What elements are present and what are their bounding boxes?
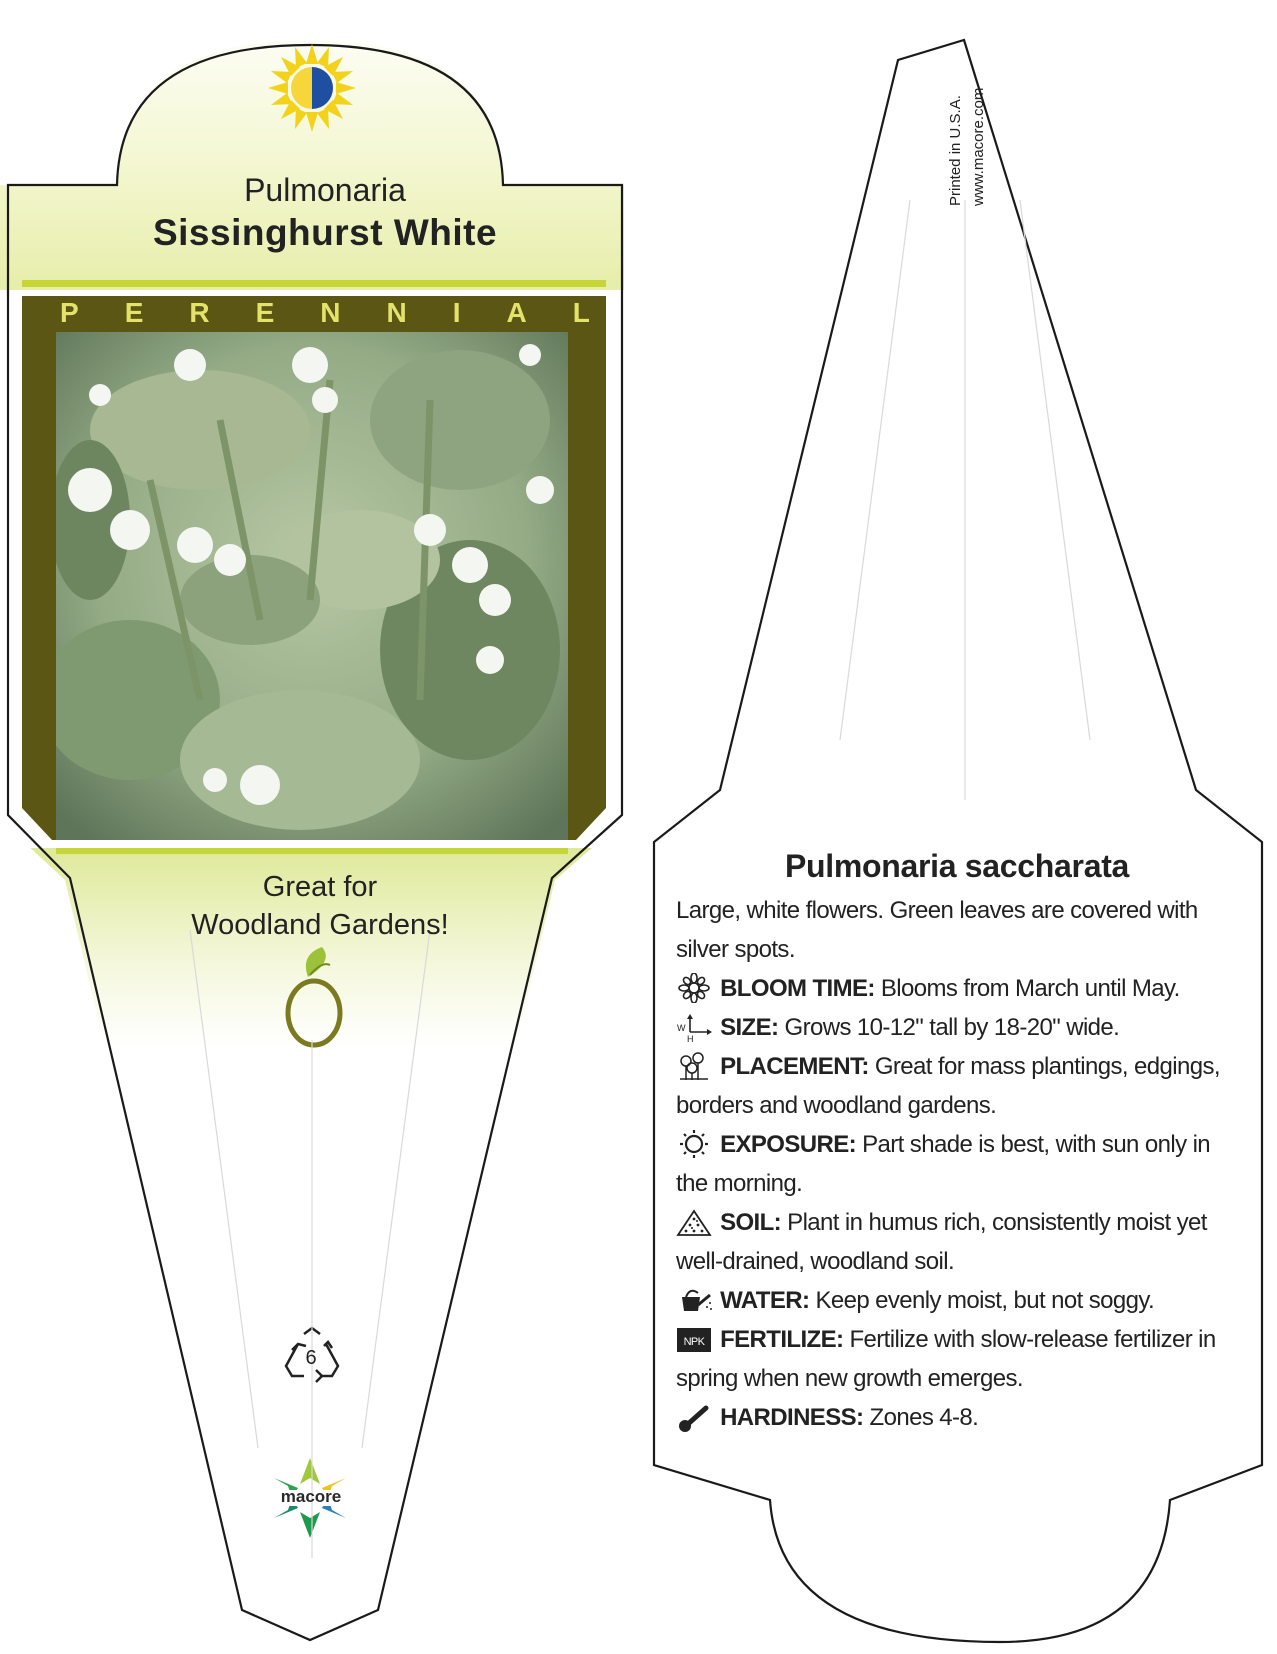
care-label: PLACEMENT: — [720, 1053, 869, 1080]
care-item-size — [676, 1008, 1238, 1047]
care-label: SIZE: — [720, 1014, 779, 1041]
printed-in-label: Printed in U.S.A. — [947, 95, 964, 206]
tagline-line2: Woodland Gardens! — [191, 909, 449, 941]
care-label: FERTILIZE: — [720, 1326, 844, 1353]
care-item-soil — [676, 1203, 1238, 1281]
care-text: Part shade is best, with sun only in the morning. — [676, 1131, 1211, 1197]
category-letter: N — [320, 297, 341, 328]
variety-name: Sissinghurst White — [152, 212, 498, 253]
care-text: Keep evenly moist, but not soggy. — [815, 1287, 1155, 1314]
care-label: BLOOM TIME: — [720, 975, 875, 1002]
care-item-fertilize — [676, 1320, 1238, 1398]
category-letter: E — [255, 297, 275, 328]
size-icon-w: W — [677, 1023, 685, 1033]
category-label — [50, 297, 600, 329]
category-letter: P — [60, 297, 79, 328]
care-text: Great for mass plantings, edgings, borders and woodland gardens. — [676, 1053, 1220, 1119]
tagline-line1: Great for — [262, 871, 378, 903]
category-letter: I — [452, 297, 461, 328]
category-letter: E — [124, 297, 144, 328]
watering-can-icon — [676, 1285, 714, 1315]
category-letter: L — [572, 297, 590, 328]
npk-text: NPK — [683, 1336, 705, 1348]
flower-icon — [676, 973, 714, 1003]
care-label: EXPOSURE: — [720, 1131, 857, 1158]
sun-icon — [676, 1129, 714, 1159]
care-text: Blooms from March until May. — [880, 975, 1180, 1002]
sun-shade-icon — [268, 44, 356, 132]
care-label: HARDINESS: — [720, 1404, 864, 1431]
care-text: Fertilize with slow-release fertilizer in spring when new growth emerges. — [676, 1326, 1216, 1392]
recycle-number: 6 — [305, 1347, 317, 1369]
placement-icon — [676, 1051, 714, 1081]
category-letter: R — [189, 297, 210, 328]
care-info — [676, 848, 1238, 1437]
plant-photo — [40, 332, 568, 840]
soil-icon — [676, 1207, 714, 1237]
care-text: Zones 4-8. — [869, 1404, 979, 1431]
tagline — [70, 868, 570, 944]
species-name: Pulmonaria saccharata — [784, 848, 1130, 884]
care-item-placement — [676, 1047, 1238, 1125]
care-item-water — [676, 1281, 1238, 1320]
website-label: www.macore.com — [970, 87, 987, 206]
category-letter: N — [386, 297, 407, 328]
genus-name: Pulmonaria — [244, 172, 406, 208]
care-item-hardiness — [676, 1398, 1238, 1437]
size-icon — [676, 1012, 714, 1042]
description: Large, white flowers. Green leaves are covered with silver spots. — [676, 897, 1198, 963]
category-letter: A — [506, 297, 527, 328]
npk-icon — [676, 1324, 714, 1354]
care-label: SOIL: — [720, 1209, 782, 1236]
size-icon-h: H — [687, 1034, 693, 1042]
brand-name: macore — [280, 1487, 342, 1506]
care-item-bloom — [676, 969, 1238, 1008]
care-item-exposure — [676, 1125, 1238, 1203]
care-text: Plant in humus rich, consistently moist yet well-drained, woodland soil. — [676, 1209, 1207, 1275]
care-label: WATER: — [720, 1287, 810, 1314]
care-text: Grows 10-12" tall by 18-20" wide. — [784, 1014, 1120, 1041]
thermometer-icon — [676, 1402, 714, 1432]
